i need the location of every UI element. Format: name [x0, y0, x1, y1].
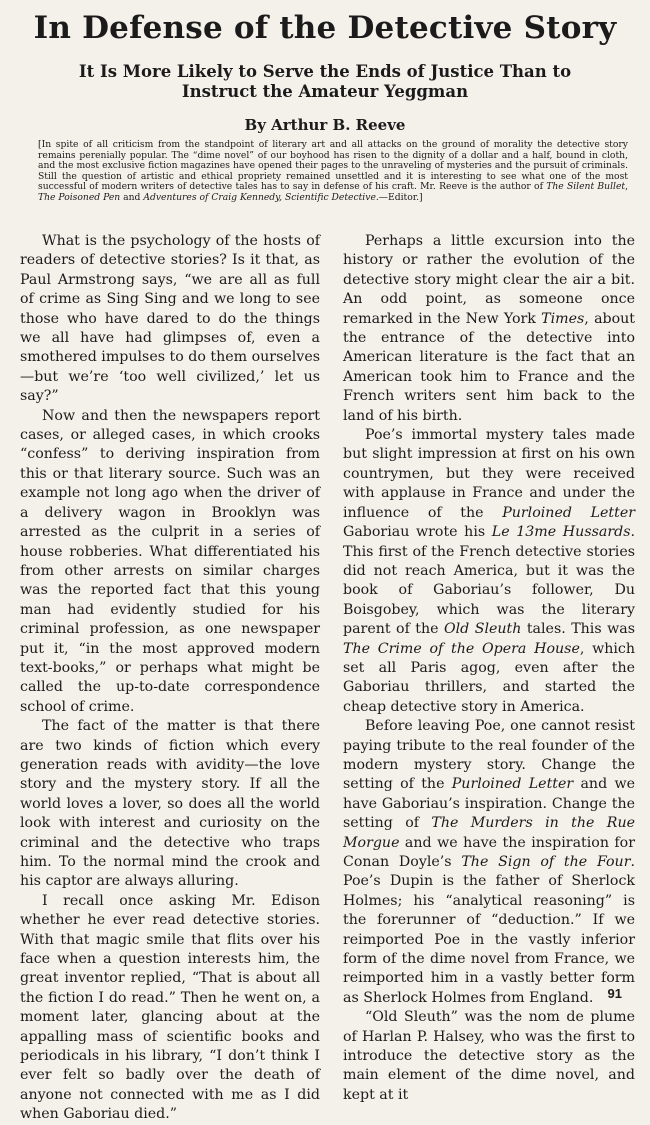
- editor-intro: [In spite of all criticism from the standpoint of literary art and all attacks on the ground of morality the detective story remains perenially popular. The “dime novel” of our boyhood has risen to the dignity of a dollar and a half, bound in cloth, and the most exclusive fiction magazines have opened their pages to the unraveling of mysteries and the pursuit of criminals. Still the question of artistic and ethical propriety remained unsettled and it is interesting to see what one of the most successful of modern writers of detective tales has to say in defense of his craft. Mr. Reeve is the author of The Silent Bullet, The Poisoned Pen and Adventures of Craig Kennedy, Scientific Detective.—Editor.]: [38, 139, 628, 203]
- paragraph: Perhaps a little excursion into the history or rather the evolution of the detective story might clear the air a bit. An odd point, as someone once remarked in the New York Times, about the entrance of the detective into American literature is the fact that an American took him to France and the French writers sent him back to the land of his birth.: [343, 233, 635, 424]
- book-title: Old Sleuth: [444, 621, 522, 638]
- paragraph: Now and then the newspapers report cases, or alleged cases, in which crooks “confess” to deriving inspiration from this or that literary source. Such was an example not long ago when the driver of a delivery wagon in Brooklyn was arrested as the culprit in a series of house robberies. What differentiated his from other arrests on similar charges was the reported fact that this young man had evidently studied for his criminal profession, as one newspaper put it, “in the most approved modern text-books,” or perhaps what might be called the up-to-date correspondence school of crime.: [20, 407, 320, 715]
- paragraph: Poe’s immortal mystery tales made but slight impression at first on his own countrymen, but they were received with applause in France and under the influence of the Purloined Letter Gaboriau wrote his Le 13me Hussards. This first of the French detective stories did not reach America, but it was the book of Gaboriau’s follower, Du Boisgobey, which was the literary parent of the Old Sleuth tales. This was The Crime of the Opera House, which set all Paris agog, even after the Gaboriau thrillers, and started the cheap detective story in America.: [343, 427, 635, 715]
- paragraph: The fact of the matter is that there are two kinds of fiction which every generation reads with avidity—the love story and the mystery story. If all the world loves a lover, so does all the world look with interest and curiosity on the criminal and the detective who traps him. To the normal mind the crook and his captor are always alluring.: [20, 718, 320, 890]
- article-subtitle: It Is More Likely to Serve the Ends of Justice Than to Instruct the Amateur Yeggman: [78, 62, 572, 101]
- book-title: Purloined Letter: [502, 504, 635, 521]
- paragraph: Before leaving Poe, one cannot resist paying tribute to the real founder of the modern mystery story. Change the setting of the Purloined Letter and we have Gaboriau’s inspiration. Change the setting of The Murders in the Rue Morgue and we have the inspiration for Conan Doyle’s The Sign of the Four. Poe’s Dupin is the father of Sherlock Holmes; his “analytical reasoning” is the forerunner of “deduction.” If we reimported Poe in the vastly inferior form of the dime novel from France, we reimported him in a vastly better form as Sherlock Holmes from England.: [343, 718, 635, 1006]
- book-title: The Poisoned Pen: [38, 191, 121, 203]
- right-column: [343, 232, 635, 1105]
- paragraph: “Old Sleuth” was the nom de plume of Harlan P. Halsey, who was the first to introduce the detective story as the main element of the dime novel, and kept at it: [343, 1009, 635, 1103]
- book-title: The Crime of the Opera House: [343, 640, 580, 657]
- book-title: The Murders in the Rue Morgue: [343, 815, 635, 851]
- left-column: [20, 232, 320, 1125]
- intro-text: [In spite of all criticism from the standpoint of literary art and all attacks on the ground of morality the detective story remains perenially popular. The “dime novel” of our boyhood has risen to the dignity of a dollar and a half, bound in cloth, and the most exclusive fiction magazines have opened their pages to the unraveling of mysteries and the pursuit of criminals. Still the question of artistic and ethical propriety remained unsettled and it is interesting to see what one of the most successful of modern writers of detective tales has to say in defense of his craft. Mr. Reeve is the author of: [38, 139, 628, 193]
- paragraph: What is the psychology of the hosts of readers of detective stories? Is it that, as Paul Armstrong says, “we are all as full of crime as Sing Sing and we long to see those who have dared to do the things we all have had glimpses of, even a smothered impulses to do them ourselves—but we’re ‘too well civilized,’ let us say?”: [20, 233, 320, 405]
- book-title: Purloined Letter: [451, 776, 574, 793]
- editor-note: .—Editor.]: [375, 191, 423, 203]
- newspaper-title: Times: [541, 310, 585, 327]
- article-title: In Defense of the Detective Story: [33, 10, 617, 46]
- page-number: 91: [607, 986, 622, 1001]
- book-title: Le 13me Hussards: [491, 524, 631, 541]
- book-title: The Sign of the Four: [461, 854, 631, 870]
- book-title: The Silent Bullet: [546, 181, 626, 193]
- author-byline: By Arthur B. Reeve: [244, 116, 406, 134]
- paragraph: I recall once asking Mr. Edison whether he ever read detective stories. With that magic smile that flits over his face when a question interests him, the great inventor replied, “That is about all the fiction I do read.” Then he went on, a moment later, glancing about at the appalling mass of scientific books and periodicals in his library, “I don’t think I ever felt so badly over the death of anyone not connected with me as I did when Gaboriau died.”: [20, 892, 320, 1123]
- book-title: Adventures of Craig Kennedy, Scientific Detective: [143, 191, 376, 203]
